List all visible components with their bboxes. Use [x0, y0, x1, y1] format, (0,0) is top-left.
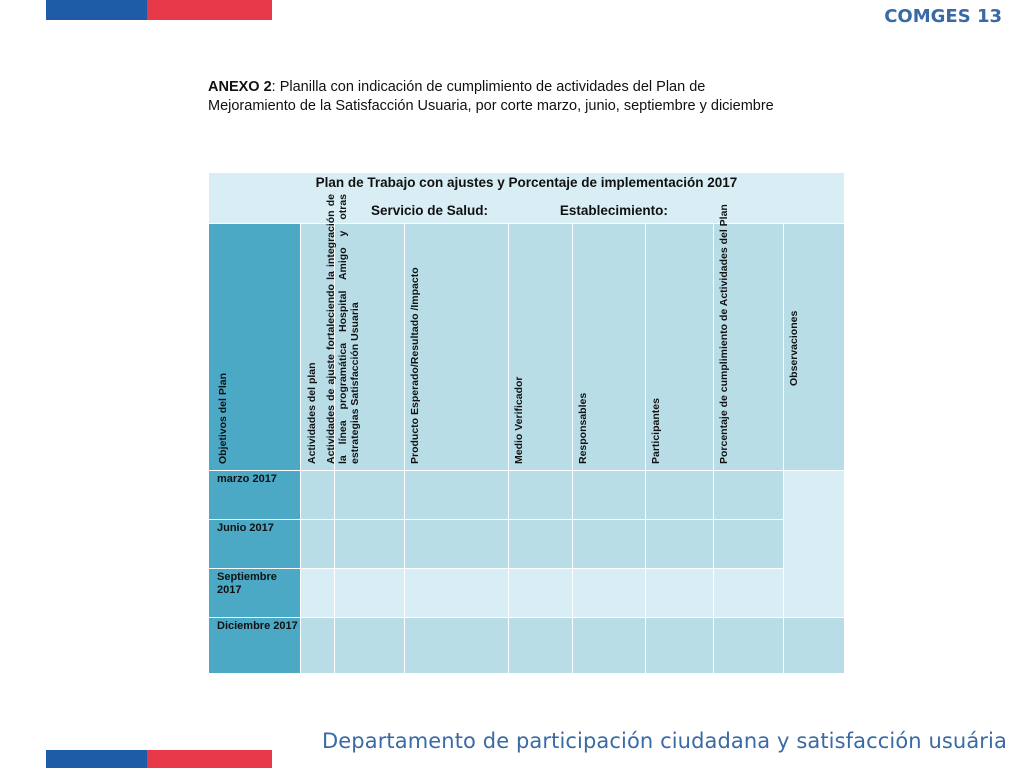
servicio-label: Servicio de Salud: [371, 203, 489, 218]
top-blue-bar [46, 0, 147, 20]
observaciones-cell [784, 471, 845, 618]
table-title-cell [209, 173, 845, 224]
bottom-red-bar [147, 750, 272, 768]
bottom-blue-bar [46, 750, 147, 768]
table-cell [573, 618, 646, 674]
table-cell [714, 471, 784, 520]
col-porcentaje [714, 204, 784, 471]
col-responsables [573, 224, 646, 471]
col-actividades-label: Actividades del plan [306, 362, 318, 464]
plan-table [208, 172, 845, 674]
comges-badge: COMGES 13 [884, 6, 1002, 27]
col-objetivos [209, 224, 301, 471]
table-cell [301, 569, 335, 618]
col-ajuste-label: Actividades de ajuste fortaleciendo la integración de la línea programática Hospital Amigo y otras estrategias Satisfacción Usuaria [325, 194, 361, 464]
row-label-diciembre: Diciembre 2017 [209, 618, 301, 674]
col-observaciones [784, 224, 845, 471]
annex-heading [208, 78, 788, 116]
table-cell [301, 520, 335, 569]
col-objetivos-label: Objetivos del Plan [217, 372, 229, 464]
table-cell [573, 471, 646, 520]
table-cell [301, 471, 335, 520]
col-participantes [646, 224, 714, 471]
table-cell [405, 618, 509, 674]
table-cell [509, 520, 573, 569]
table-cell [646, 618, 714, 674]
col-producto-label: Producto Esperado/Resultado /Impacto [409, 267, 421, 464]
table-title: Plan de Trabajo con ajustes y Porcentaje de implementación 2017 [315, 175, 738, 190]
col-medio [509, 224, 573, 471]
row-label-marzo: marzo 2017 [209, 471, 301, 520]
table-cell [405, 520, 509, 569]
table-cell [509, 471, 573, 520]
table-cell [646, 520, 714, 569]
row-label-septiembre: Septiembre 2017 [209, 569, 301, 618]
annex-text: : Planilla con indicación de cumplimiento de actividades del Plan de Mejoramiento de la Satisfacción Usuaria, por corte marzo, junio, septiembre y diciembre [208, 79, 774, 114]
table-cell [335, 520, 405, 569]
col-porcentaje-label: Porcentaje de cumplimiento de Actividades del Plan [718, 204, 730, 464]
table-cell [335, 569, 405, 618]
table-cell [301, 618, 335, 674]
table-cell [335, 471, 405, 520]
table-cell [509, 618, 573, 674]
table-cell [714, 618, 784, 674]
col-producto [405, 224, 509, 471]
table-cell [714, 520, 784, 569]
table-cell [573, 569, 646, 618]
table-cell [573, 520, 646, 569]
table-cell [646, 471, 714, 520]
table-cell [405, 569, 509, 618]
col-medio-label: Medio Verificador [513, 376, 525, 464]
col-ajuste [325, 194, 405, 471]
col-participantes-label: Participantes [650, 398, 662, 464]
top-red-bar [147, 0, 272, 20]
establecimiento-label: Establecimiento: [559, 203, 668, 218]
table-cell [509, 569, 573, 618]
table-cell [784, 618, 845, 674]
footer-department: Departamento de participación ciudadana y satisfacción usuária [322, 729, 1007, 753]
row-label-junio: Junio 2017 [209, 520, 301, 569]
table-cell [714, 569, 784, 618]
col-responsables-label: Responsables [577, 392, 589, 464]
col-observaciones-label: Observaciones [788, 310, 800, 386]
table-cell [405, 471, 509, 520]
table-cell [335, 618, 405, 674]
annex-label: ANEXO 2 [208, 79, 272, 95]
table-cell [646, 569, 714, 618]
